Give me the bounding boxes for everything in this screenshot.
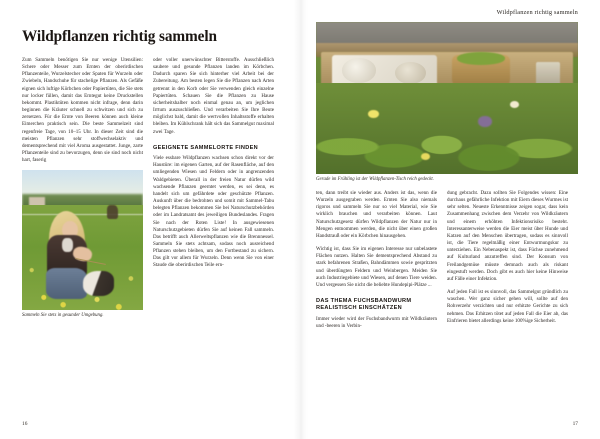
photo-horse <box>107 205 118 219</box>
body-paragraph: oder voller unerwünschter Bitterstoffe. Ausschließlich saubere und gesunde Pflanzen landen im Körbchen. Dadurch sparen Sie sich hinterher viel Arbeit bei der Zubereitung. Am besten legen Sie die Pflanzen nach Arten getrennt in den Korb oder Sie verwenden gleich einzelne Papiertüten. Schauen Sie die Pflanzen zu Hause sicherheitshalber noch einmal genau an, um jeglichen Irrtum auszuschließen. Und verarbeiten Sie Ihre Beute möglichst bald, damit die wertvollen Inhaltsstoffe erhalten bleiben. Im Kühlschrank hält sich das Sammelgut maximal zwei Tage. <box>153 57 274 135</box>
body-paragraph: Zum Sammeln benötigen Sie nur wenige Utensilien: Schere oder Messer zum Ernten der oberirdischen Pflanzenteile, Wurzelstecher oder Spaten für Wurzeln oder Zwiebeln, Handschuhe für stachelige Pflanzen. Als Gefäße eignen sich luftige Körbchen oder Papiertüten, die Sie stets nur locker füllen, damit das Erntegut keine Druckstellen bekommt. Plastiktüten kommen nicht infrage, denn darin beginnen die Kräuter schnell zu schwitzen und sich zu zersetzen. Für die Ernte von Beeren können auch kleine Eimerchen praktisch sein. Die beste Sammelzeit sind regenfreie Tage, von 10–15 Uhr. In dieser Zeit sind die meisten Pflanzen sehr stoffwechselaktiv und dementsprechend mit viel Aroma ausgestattet. Junge, zarte Pflanzenteile sind zu bevorzugen, denn sie sind noch nicht hart, faserig <box>22 57 143 164</box>
section-heading-fuchsbandwurm: DAS THEMA FUCHSBANDWURM REALISTISCH EINSCHÄTZEN <box>316 298 412 312</box>
body-paragraph: Immer wieder wird der Fuchsbandwurm mit Wildkräutern und -beeren in Verbin- <box>316 315 437 329</box>
photo-girl-jeans <box>46 268 87 299</box>
body-paragraph: Viele essbare Wildpflanzen wachsen schon direkt vor der Haustüre: im eigenen Garten, auf der Rasenfläche, auf den umliegenden Wiesen und Feldern oder in angrenzenden Waldgebieten. Überall in der freien Natur dürfen wild wachsende Pflanzen geerntet werden, es sei denn, es handelt sich um gefährdete oder geschützte Pflanzen. Auskunft über die bedrohten und somit mit Sammel-Tabu belegten Pflanzen bekommen Sie bei Naturschutzbehörden oder im Landratsamt des jeweiligen Bundeslandes. Fragen Sie nach der Roten Liste! In ausgewiesenen Naturschutzgebieten dürfen Sie auf keinen Fall sammeln. Das betrifft auch Allerweltspflanzen wie die Brennnessel. Sammeln Sie stets achtsam, sodass noch ausreichend Pflanzen stehen bleiben, um den Fortbestand zu sichern. Das gilt vor allem für Wurzeln. Denn wenn Sie von einer Staude die oberirdischen Teile ern- <box>153 155 274 269</box>
body-paragraph: ten, dann treibt sie wieder aus. Anders ist das, wenn die Wurzeln ausgegraben werden. Ernten Sie also niemals rigoros und sammeln Sie nur so viel Material, wie Sie wirklich brauchen und verarbeiten können. Laut Naturschutzgesetz dürfen Wildpflanzen der Natur nur in Mengen entnommen werden, die nicht über einen großen Handstrauß oder ein Körbchen hinausgehen. <box>316 190 437 239</box>
left-column-1 <box>22 57 143 319</box>
running-head: Wildpflanzen richtig sammeln <box>496 9 578 16</box>
photo-caption: Gerade im Frühling ist der Wildpflanzen-Tisch reich gedeckt. <box>316 177 434 182</box>
photo-white-flower <box>510 101 519 108</box>
body-paragraph: Auf jeden Fall ist es sinnvoll, das Sammelgut gründlich zu waschen. Wer ganz sicher gehen will, sollte auf den Rohverzehr verzichten und nur erhitzte Gerichte zu sich nehmen. Das Erhitzen tötet auf jeden Fall die Eier ab, das Einfrieren bietet allerdings keine 100%ige Sicherheit. <box>447 289 568 324</box>
photo-basket-leaves <box>457 52 504 64</box>
page-title: Wildpflanzen richtig sammeln <box>22 28 217 45</box>
right-column-1 <box>316 190 437 330</box>
right-page-columns <box>316 190 578 330</box>
photo-wild-plant-table <box>316 22 578 174</box>
right-page <box>300 0 600 439</box>
photo-wild-greens <box>316 83 578 174</box>
photo-yellow-flower <box>421 153 430 160</box>
photo-bowl-two <box>395 62 426 85</box>
photo-purple-flower <box>478 116 491 127</box>
section-heading-sammelorte: GEEIGNETE SAMMELORTE FINDEN <box>153 144 258 151</box>
left-column-2 <box>153 57 274 319</box>
photo-girl-in-meadow <box>22 170 143 310</box>
photo-caption: Sammeln Sie stets in gesunder Umgebung. <box>22 313 104 319</box>
body-paragraph: dung gebracht. Dazu sollten Sie Folgendes wissen: Eine durchaus gefährliche Infektion mit Eiern dieses Wurmes ist sehr selten. Neueste Erkenntnisse zeigen sogar, dass kein Zusammenhang zwischen dem Verzehr von Wildkräutern und einem erhöhten Infektionsrisiko besteht. Interessanterweise werden die Eier meist über Hunde und Katzen auf den Menschen übertragen, sodass es sinnvoll ist, die Tiere regelmäßig einer Entwurmungskur zu unterziehen. Ein Nebenaspekt ist, dass Füchse zunehmend auf Kulturland anzutreffen sind. Der Konsum von Freilandgemüse müsste demnach auch als riskant eingestuft werden. Doch gibt es auch hier keine Hinweise auf Fälle einer Infektion. <box>447 190 568 282</box>
body-paragraph: Wichtig ist, dass Sie im eigenen Interesse nur unbelastete Flächen nutzen. Halten Sie dementsprechend Abstand zu stark befahrenen Straßen, Bahndämmen sowie gespritzten und überdüngten Feldern und Weinbergen. Meiden Sie auch Industriegebiete und Wiesen, auf denen Tiere weiden. Und vergessen Sie nicht die beliebte Hundepipi-Plätze ... <box>316 246 437 288</box>
folio-right: 17 <box>572 421 578 427</box>
left-page-columns <box>22 57 278 319</box>
photo-girl-shirt <box>62 238 73 252</box>
photo-yellow-flower <box>368 110 378 118</box>
right-column-2 <box>447 190 568 330</box>
folio-left: 16 <box>22 421 28 427</box>
photo-bowl-one <box>342 58 376 82</box>
photo-dog <box>83 271 114 296</box>
photo-fence <box>22 214 143 215</box>
